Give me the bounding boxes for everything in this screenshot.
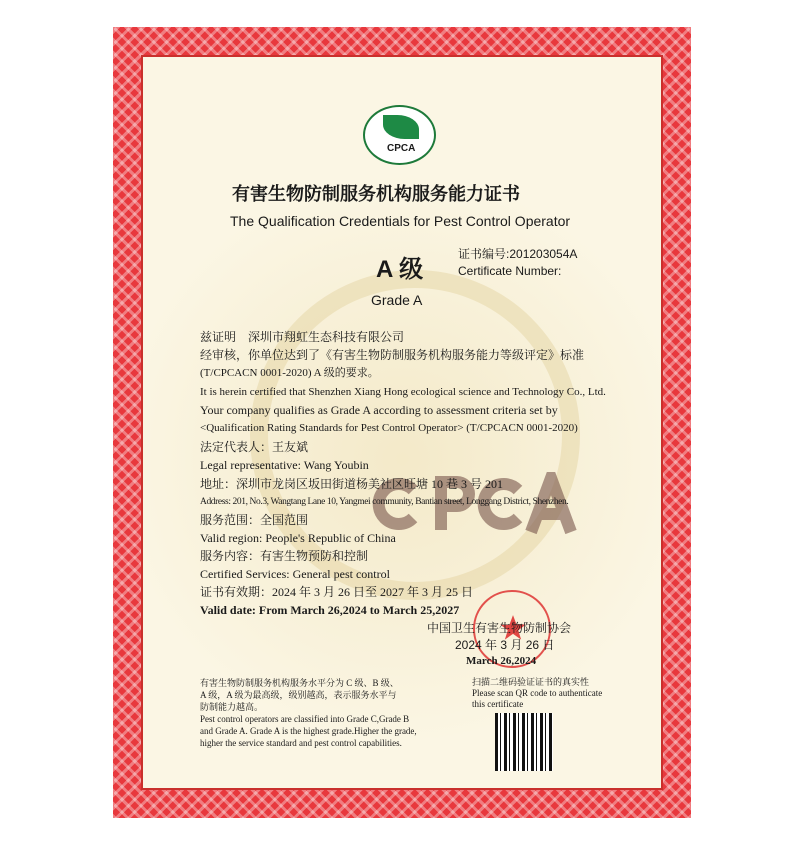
body-line: <Qualification Rating Standards for Pest Control Operator> (T/CPCACN 0001-2020) [200,422,578,434]
certified-company: It is herein certified that Shenzhen Xiang Hong ecological science and Technology Co., Ltd. [200,386,606,398]
issuer-name: 中国卫生有害生物防制协会 [427,621,572,635]
leaf-icon [383,115,419,139]
grade-en: Grade A [371,292,423,308]
issue-date-en: March 26,2024 [466,655,537,667]
title-en: The Qualification Credentials for Pest Control Operator [230,213,571,229]
legal-rep-en: Legal representative: Wang Youbin [200,458,369,472]
issue-date-cn: 2024 年 3 月 26 日 [455,638,555,652]
address-en: Address: 201, No.3, Wangtang Lane 10, Yangmei community, Bantian street, Longgang District, Shenzhen. [200,497,569,507]
footnote: 有害生物防制服务机构服务水平分为 C 级、B 级、 A 级，A 级为最高级，级别越高，表示服务水平与 防制能力越高。 Pest control operators are classified into Grade C,Grade B and Grade A. Grade A is the highest grade.Higher the grade, higher the service standard and pest control capabilities. [200,678,417,748]
body-line: 兹证明 深圳市翔虹生态科技有限公司 [200,330,405,344]
body-line: 经审核，你单位达到了《有害生物防制服务机构服务能力等级评定》标准 [200,348,585,362]
legal-rep-cn: 法定代表人：王友斌 [200,440,309,454]
cert-no-label-en: Certificate Number: [458,264,562,278]
grade-cn: A 级 [376,256,424,283]
services-en: Certified Services: General pest control [200,567,390,581]
region-cn: 服务范围：全国范围 [200,513,309,527]
cpca-logo: CPCA [363,105,436,165]
valid-date-en: Valid date: From March 26,2024 to March 25,2027 [200,603,460,617]
region-en: Valid region: People's Republic of China [200,531,396,545]
body-line: Your company qualifies as Grade A according to assessment criteria set by [200,403,558,417]
cert-no: 证书编号:201203054A [458,247,578,261]
body-line: (T/CPCACN 0001-2020) A 级的要求。 [200,367,379,379]
valid-date-cn: 证书有效期：2024 年 3 月 26 日至 2027 年 3 月 25 日 [200,585,474,599]
services-cn: 服务内容：有害生物预防和控制 [200,549,369,563]
address-cn: 地址：深圳市龙岗区坂田街道杨美社区旺塘 10 巷 3 号 201 [200,477,504,491]
qr-code[interactable] [495,713,553,771]
qr-caption: 扫描二维码验证证书的真实性 Please scan QR code to authenticate this certificate [472,677,603,709]
title-cn: 有害生物防制服务机构服务能力证书 [232,184,520,204]
